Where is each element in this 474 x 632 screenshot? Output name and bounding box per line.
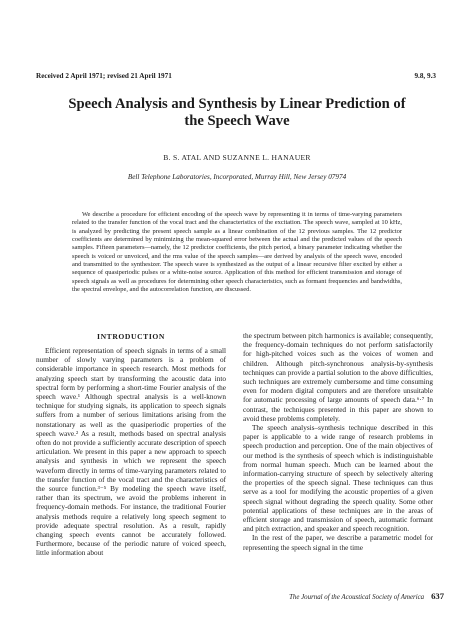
right-column [243, 332, 433, 553]
intro-paragraph: In the rest of the paper, we describe a parametric model for representing the speech signal in the time [243, 534, 433, 552]
paper-title: Speech Analysis and Synthesis by Linear Prediction of the Speech Wave [68, 96, 406, 129]
intro-paragraph-continued: the spectrum between pitch harmonics is available; consequently, the frequency-domain techniques do not perform satisfactorily for high-pitched voices such as the voices of women and children. Although pitch-synchronous analysis-by-synthesis techniques can provide a partial solution to the above difficulties, such techniques are extremely cumbersome and time consuming even for modern digital computers and are therefore unsuitable for automatic processing of large amounts of speech data.⁶·⁷ In contrast, the techniques presented in this paper are shown to avoid these problems completely. [243, 332, 433, 423]
classification-code: 9.8, 9.3 [414, 72, 436, 80]
intro-paragraph: The speech analysis–synthesis technique described in this paper is applicable to a wide range of research problems in speech production and perception. One of the main objectives of our method is the synthesis of speech which is indistinguishable from normal human speech. Much can be learned about the information-carrying structure of speech by selectively altering the properties of the speech signal. These techniques can thus serve as a tool for modifying the acoustic properties of a given speech signal without degrading the speech quality. Some other potential applications of these techniques are in the areas of efficient storage and transmission of speech, automatic formant and pitch extraction, and speaker and speech recognition. [243, 424, 433, 534]
page-number: 637 [431, 591, 444, 601]
section-heading-introduction: INTRODUCTION [97, 332, 165, 341]
affiliation: Bell Telephone Laboratories, Incorporated, Murray Hill, New Jersey 07974 [127, 173, 347, 181]
received-date: Received 2 April 1971; revised 21 April 1971 [36, 72, 172, 80]
abstract: We describe a procedure for efficient encoding of the speech wave by representing it in terms of time-varying parameters related to the transfer function of the vocal tract and the characteristics of the excitation. The speech wave, sampled at 10 kHz, is analyzed by predicting the present speech sample as a linear combination of the 12 previous samples. The 12 predictor coefficients are determined by minimizing the mean-squared error between the actual and the predicted values of the speech samples. Fifteen parameters—namely, the 12 predictor coefficients, the pitch period, a binary parameter indicating whether the speech is voiced or unvoiced, and the rms value of the speech samples—are derived by analysis of the speech wave, encoded and transmitted to the synthesizer. The speech wave is synthesized as the output of a linear recursive filter excited by either a sequence of quasiperiodic pulses or a white-noise source. Application of this method for efficient transmission and storage of speech signals as well as procedures for determining other speech characteristics, such as formant frequencies and bandwidths, the spectral envelope, and the autocorrelation function, are discussed. [72, 211, 402, 294]
authors: B. S. ATAL AND SUZANNE L. HANAUER [163, 153, 311, 162]
left-column [36, 332, 226, 559]
journal-footer [260, 591, 444, 601]
intro-paragraph: Efficient representation of speech signals in terms of a small number of slowly varying parameters is a problem of considerable importance in speech research. Most methods for analyzing speech start by transforming the acoustic data into spectral form by performing a short-time Fourier analysis of the speech wave.¹ Although spectral analysis is a well-known technique for studying signals, its application to speech signals suffers from a number of serious limitations arising from the nonstationary as well as the quasiperiodic properties of the speech wave.² As a result, methods based on spectral analysis often do not provide a sufficiently accurate description of speech articulation. We present in this paper a new approach to speech analysis and synthesis in which we represent the speech waveform directly in terms of time-varying parameters related to the transfer function of the vocal tract and the characteristics of the source function.³⁻⁵ By modeling the speech wave itself, rather than its spectrum, we avoid the problems inherent in frequency-domain methods. For instance, the traditional Fourier analysis methods require a relatively long speech segment to provide adequate spectral resolution. As a result, rapidly changing speech events cannot be accurately followed. Furthermore, because of the periodic nature of voiced speech, little information about [36, 347, 226, 558]
journal-name: The Journal of the Acoustical Society of America [289, 594, 425, 601]
